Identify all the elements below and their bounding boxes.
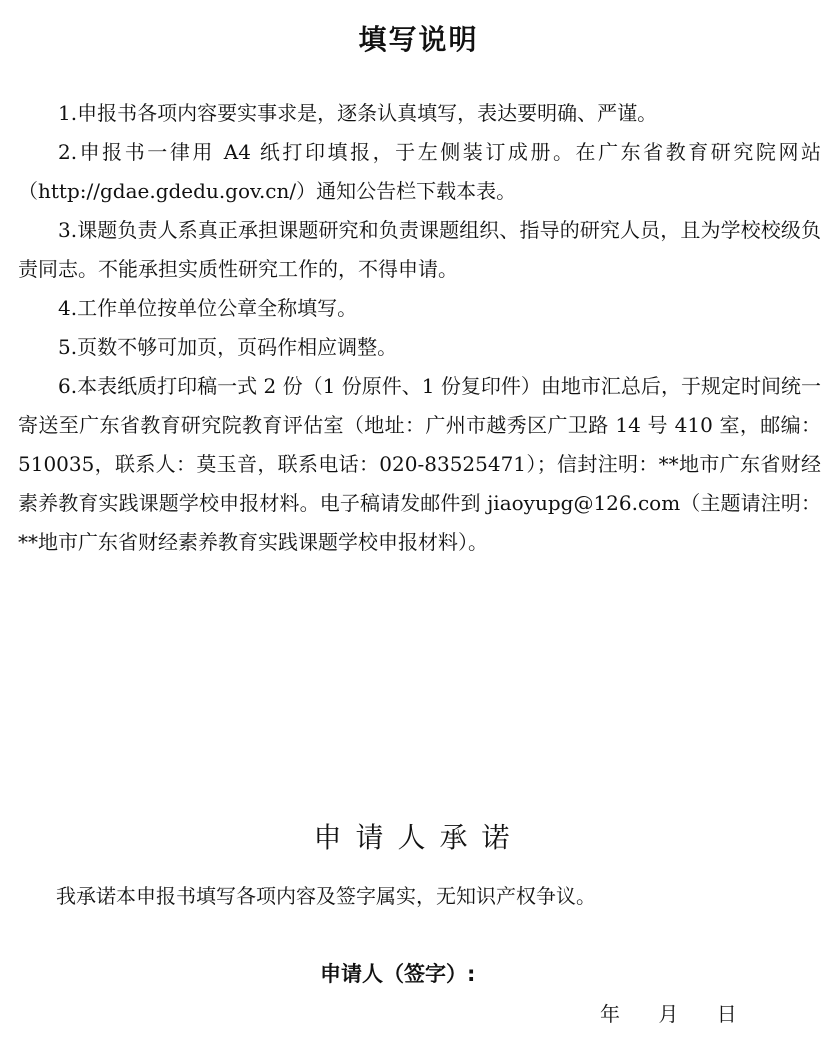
instruction-item-5: 5.页数不够可加页，页码作相应调整。 [58, 335, 398, 359]
date-year-label: 年 [600, 1002, 620, 1026]
pledge-statement: 我承诺本申报书填写各项内容及签字属实，无知识产权争议。 [56, 884, 596, 908]
date-month-label: 月 [658, 1002, 679, 1026]
signature-label: 申请人（签字）: [320, 962, 476, 986]
pledge-title: 申请人承诺 [313, 821, 524, 854]
instruction-item-1: 1.申报书各项内容要实事求是，逐条认真填写，表达要明确、严谨。 [58, 101, 658, 125]
page-title: 填写说明 [358, 23, 479, 56]
instruction-item-4: 4.工作单位按单位公章全称填写。 [58, 296, 358, 320]
instruction-item-6: 6.本表纸质打印稿一式 2 份（1 份原件、1 份复印件）由地市汇总后，于规定时间统一寄送至广东省教育研究院教育评估室（地址：广州市越秀区广卫路 14 号 410 室，邮编：510035，联系人：莫玉音，联系电话：020-83525471）；信封注明：**地市广东省财经素养教育实践课题学校申报材料。电子稿请发邮件到 jiaoyupg@126.com（主题请注明：**地市广东省财经素养教育实践课题学校申报材料）。 [18, 374, 821, 554]
instruction-item-3: 3.课题负责人系真正承担课题研究和负责课题组织、指导的研究人员，且为学校校级负责同志。不能承担实质性研究工作的，不得申请。 [18, 218, 821, 281]
instruction-item-2: 2.申报书一律用 A4 纸打印填报，于左侧装订成册。在广东省教育研究院网站（http://gdae.gdedu.gov.cn/）通知公告栏下载本表。 [18, 140, 821, 203]
instructions-list [18, 94, 821, 562]
date-day-label: 日 [716, 1002, 737, 1026]
date-line [600, 996, 737, 1032]
